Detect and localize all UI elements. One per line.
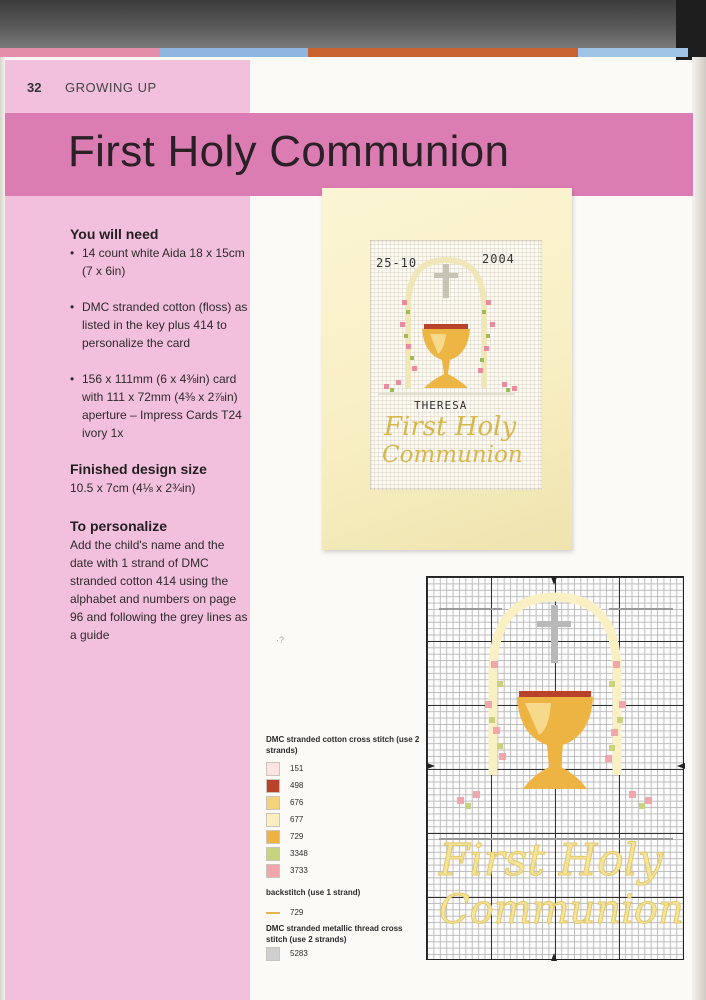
thread-code: 151: [290, 764, 304, 773]
card-script-line2: Communion: [382, 442, 523, 468]
key-row: [266, 862, 426, 879]
section-name: GROWING UP: [65, 80, 157, 95]
thread-code: 729: [290, 908, 304, 917]
personalize-block: [70, 517, 248, 644]
thread-code: 677: [290, 815, 304, 824]
thread-code: 3733: [290, 866, 308, 875]
color-swatch: [266, 847, 280, 861]
you-will-need-heading: You will need: [70, 226, 159, 242]
page-title: First Holy Communion: [68, 127, 510, 176]
list-item: [70, 370, 248, 442]
list-item-text: DMC stranded cotton (floss) as listed in the key plus 414 to personalize the card: [82, 300, 248, 350]
personalize-text: Add the child's name and the date with 1 strand of DMC stranded cotton 414 using the alphabet and numbers on page 96 and following the grey lines as a guide: [70, 538, 248, 642]
scan-top-edge: [0, 0, 706, 48]
thread-code: 676: [290, 798, 304, 807]
finished-size-block: [70, 460, 248, 497]
key-row: [266, 811, 426, 828]
bullet: •: [70, 246, 75, 260]
list-item: [70, 298, 248, 352]
metallic-heading: DMC stranded metallic thread cross stitch (use 2 strands): [266, 924, 403, 944]
personalize-heading: To personalize: [70, 518, 167, 534]
page-number: 32: [27, 80, 42, 95]
backstitch-heading: backstitch (use 1 strand): [266, 888, 361, 897]
thread-key: [266, 734, 426, 962]
list-item-text: 156 x 111mm (6 x 4⅜in) card with 111 x 72mm (4⅜ x 2⅞in) aperture – Impress Cards T24 ivory 1x: [82, 372, 242, 440]
chart-script-line1: First Holy: [439, 835, 663, 886]
backstitch-line: [266, 912, 280, 914]
card-year: 2004: [482, 252, 515, 266]
header-color-strip: [578, 48, 688, 57]
chart-script-line2: Communion: [439, 887, 684, 933]
key-row: [266, 777, 426, 794]
color-swatch: [266, 947, 280, 961]
color-swatch: [266, 813, 280, 827]
finished-card-photo: [322, 188, 572, 550]
header-color-strip: [0, 48, 160, 57]
list-item: [70, 244, 248, 280]
color-swatch: [266, 864, 280, 878]
thread-code: 498: [290, 781, 304, 790]
cross-stitch-heading: DMC stranded cotton cross stitch (use 2 strands): [266, 735, 420, 755]
page-right-shadow: [692, 57, 706, 1000]
key-row: [266, 904, 426, 921]
materials-column: [70, 225, 248, 664]
card-script-line1: First Holy: [384, 412, 517, 442]
key-row: [266, 794, 426, 811]
thread-code: 5283: [290, 949, 308, 958]
list-item-text: 14 count white Aida 18 x 15cm (7 x 6in): [82, 246, 245, 278]
finished-size-value: 10.5 x 7cm (4⅛ x 2¾in): [70, 481, 196, 495]
header-color-strip: [308, 48, 578, 57]
thread-code: 3348: [290, 849, 308, 858]
cross-stitch-list: [266, 760, 426, 879]
color-swatch: [266, 779, 280, 793]
stray-mark: ·?: [276, 635, 285, 645]
key-row: [266, 828, 426, 845]
key-row: [266, 945, 426, 962]
header-color-strip: [160, 48, 308, 57]
stitched-chalice-picture: [322, 188, 572, 550]
card-date: 25-10: [376, 256, 418, 270]
color-swatch: [266, 796, 280, 810]
key-row: [266, 760, 426, 777]
thread-code: 729: [290, 832, 304, 841]
color-swatch: [266, 830, 280, 844]
card-child-name: THERESA: [414, 399, 468, 412]
key-row: [266, 845, 426, 862]
bullet: •: [70, 300, 75, 314]
finished-size-heading: Finished design size: [70, 461, 207, 477]
color-swatch: [266, 762, 280, 776]
cross-stitch-chart: [426, 576, 684, 960]
bullet: •: [70, 372, 75, 386]
